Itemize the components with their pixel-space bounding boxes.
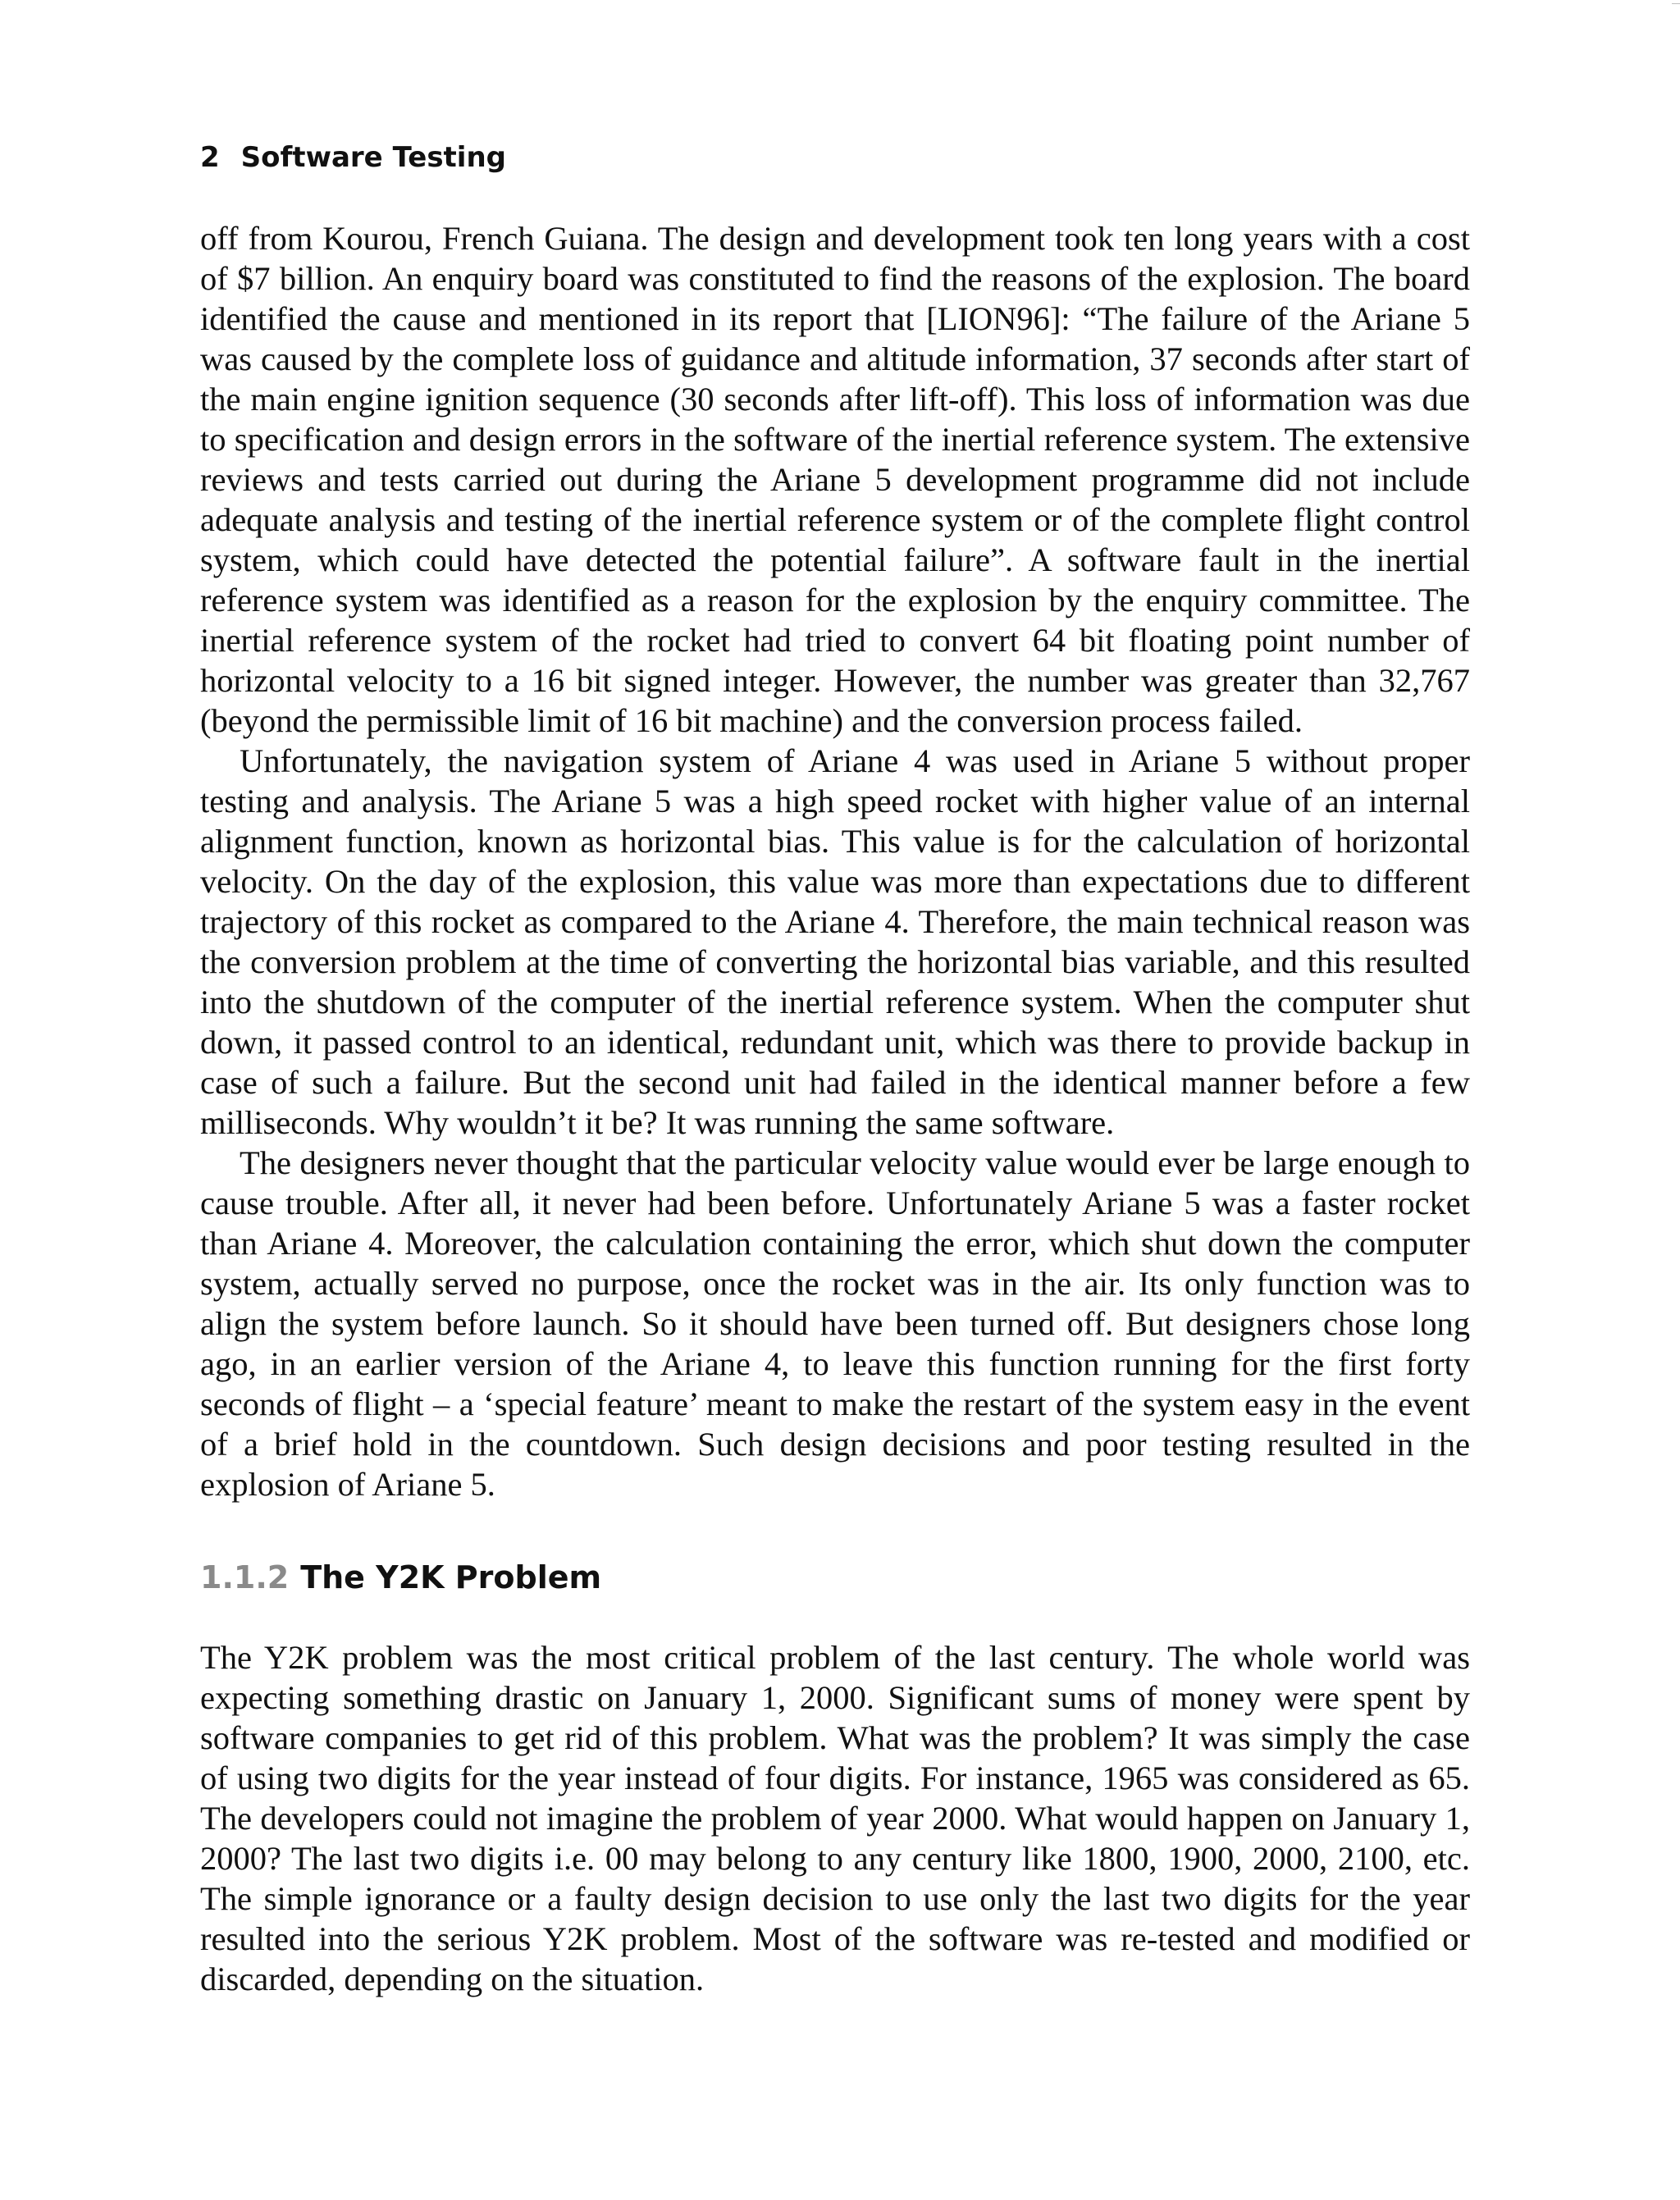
section-number: 1.1.2 <box>200 1559 290 1595</box>
paragraph-design-decisions: The designers never thought that the particular velocity value would ever be large enough to cause trouble. After all, it never had been before. Unfortunately Ariane 5 was a faster rocket than Ariane 4. Moreover, the calculation containing the error, which shut down the computer system, actually served no purpose, once the rocket was in the air. Its only function was to align the system before launch. So it should have been turned off. But designers chose long ago, in an earlier version of the Ariane 4, to leave this function running for the first forty seconds of flight – a ‘special feature’ meant to make the restart of the system easy in the event of a brief hold in the countdown. Such design decisions and poor testing resulted in the explosion of Ariane 5. <box>200 1144 1470 1503</box>
section-heading <box>200 1555 601 1600</box>
body-text <box>200 218 1470 1504</box>
section-title: The Y2K Problem <box>300 1559 602 1595</box>
crop-mark <box>1672 0 1680 4</box>
page-number: 2 <box>200 141 220 174</box>
paragraph-ariane-report: off from Kourou, French Guiana. The design and development took ten long years with a cost of $7 billion. An enquiry board was constituted to find the reasons of the explosion. The board identified the cause and mentioned in its report that [LION96]: “The failure of the Ariane 5 was caused by the complete loss of guidance and altitude information, 37 seconds after start of the main engine ignition sequence (30 seconds after lift-off). This loss of information was due to specification and design errors in the software of the inertial reference system. The extensive reviews and tests carried out during the Ariane 5 development programme did not include adequate analysis and testing of the inertial reference system or of the complete flight control system, which could have detected the potential failure”. A software fault in the inertial reference system was identified as a reason for the explosion by the enquiry committee. The inertial reference system of the rocket had tried to convert 64 bit floating point number of horizontal velocity to a 16 bit signed integer. However, the number was greater than 32,767 (beyond the permissible limit of 16 bit machine) and the conversion process failed. <box>200 220 1470 739</box>
section-text <box>200 1637 1470 1999</box>
paragraph-navigation-system: Unfortunately, the navigation system of Ariane 4 was used in Ariane 5 without proper testing and analysis. The Ariane 5 was a high speed rocket with higher value of an internal alignment function, known as horizontal bias. This value is for the calculation of horizontal velocity. On the day of the explosion, this value was more than expectations due to different trajectory of this rocket as compared to the Ariane 4. Therefore, the main technical reason was the conversion problem at the time of converting the horizontal bias variable, and this resulted into the shutdown of the computer of the inertial reference system. When the computer shut down, it passed control to an identical, redundant unit, which was there to provide backup in case of such a failure. But the second unit had failed in the identical manner before a few milliseconds. Why wouldn’t it be? It was running the same software. <box>200 742 1470 1141</box>
running-title: Software Testing <box>240 141 507 174</box>
paragraph-y2k: The Y2K problem was the most critical problem of the last century. The whole world was expecting something drastic on January 1, 2000. Significant sums of money were spent by software companies to get rid of this problem. What was the problem? It was simply the case of using two digits for the year instead of four digits. For instance, 1965 was considered as 65. The developers could not imagine the problem of year 2000. What would happen on January 1, 2000? The last two digits i.e. 00 may belong to any century like 1800, 1900, 2000, 2100, etc. The simple ignorance or a faulty design decision to use only the last two digits for the year resulted into the serious Y2K problem. Most of the software was re-tested and modified or discarded, depending on the situation. <box>200 1639 1470 1997</box>
running-head <box>200 138 506 177</box>
